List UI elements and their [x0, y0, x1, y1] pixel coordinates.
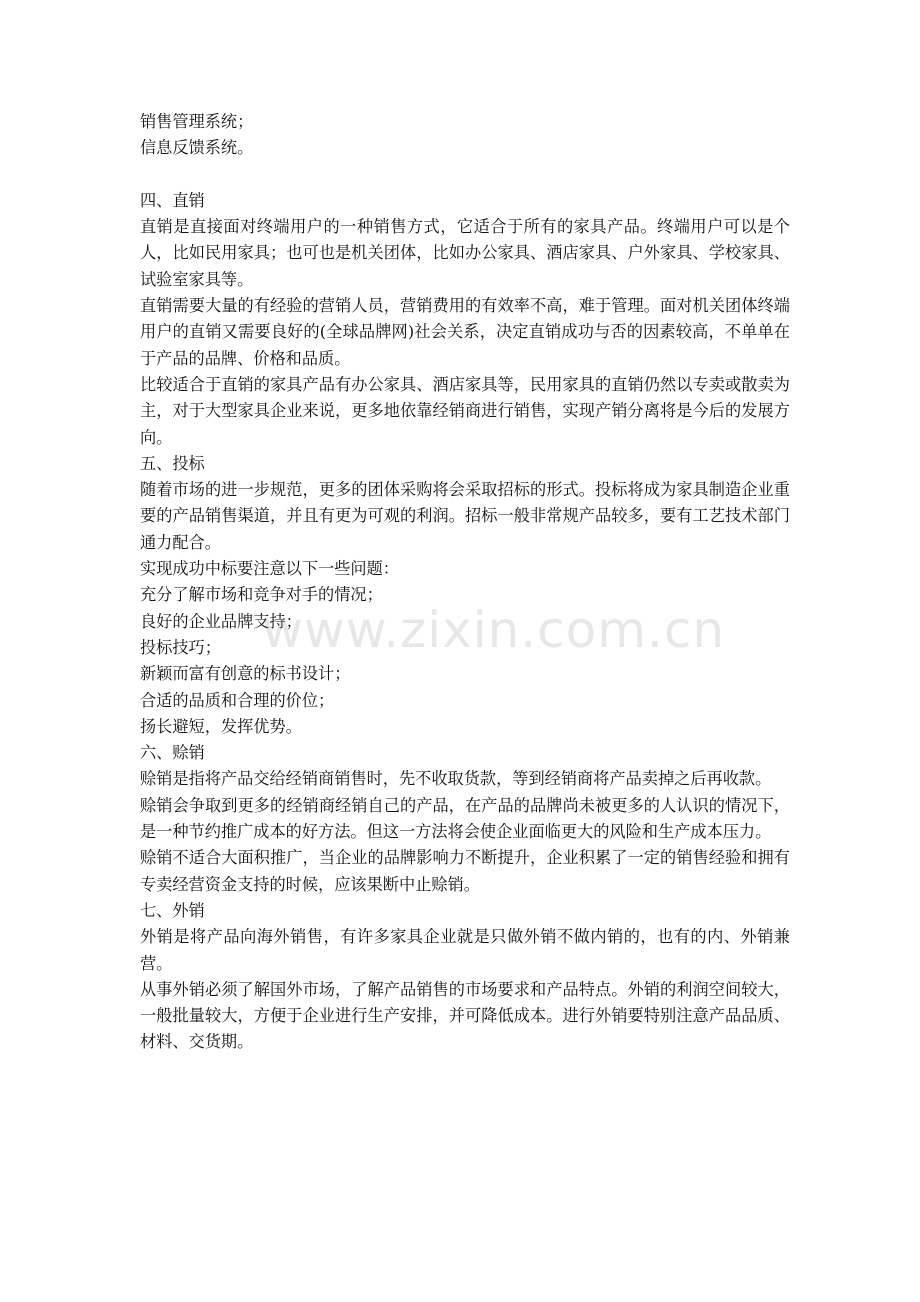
- blank-line: [140, 162, 790, 188]
- paragraph: 外销是将产品向海外销售，有许多家具企业就是只做外销不做内销的，也有的内、外销兼营。: [140, 927, 790, 973]
- paragraph: 赊销是指将产品交给经销商销售时，先不收取货款，等到经销商将产品卖掉之后再收款。: [140, 769, 772, 789]
- document-body: [140, 109, 790, 1056]
- section-heading: 五、投标: [140, 453, 205, 473]
- list-item: 扬长避短，发挥优势。: [140, 716, 302, 736]
- list-item: 销售管理系统；: [140, 112, 254, 131]
- section-heading: 七、外销: [140, 900, 205, 920]
- paragraph: 从事外销必须了解国外市场，了解产品销售的市场要求和产品特点。外销的利润空间较大，一般批量较大，方便于企业进行生产安排，并可降低成本。进行外销要特别注意产品品质、材料、交货期。: [140, 979, 790, 1052]
- paragraph: 随着市场的进一步规范，更多的团体采购将会采取招标的形式。投标将成为家具制造企业重要的产品销售渠道，并且有更为可观的利润。招标一般非常规产品较多，要有工艺技术部门通力配合。: [140, 480, 790, 552]
- section-heading: 六、赊销: [140, 743, 205, 763]
- paragraph: 赊销不适合大面积推广，当企业的品牌影响力不断提升，企业积累了一定的销售经验和拥有专卖经营资金支持的时候，应该果断中止赊销。: [140, 848, 790, 894]
- paragraph: 赊销会争取到更多的经销商经销自己的产品，在产品的品牌尚未被更多的人认识的情况下，是一种节约推广成本的好方法。但这一方法将会使企业面临更大的风险和生产成本压力。: [140, 795, 790, 842]
- list-item: 投标技巧；: [140, 637, 221, 657]
- paragraph: 直销需要大量的有经验的营销人员，营销费用的有效率不高，难于管理。面对机关团体终端用户的直销又需要良好的(全球品牌网)社会关系，决定直销成功与否的因素较高，不单单在于产品的品牌、价格和品质。: [140, 296, 790, 368]
- list-item: 合适的品质和合理的价位；: [140, 690, 335, 710]
- list-item: 良好的企业品牌支持；: [140, 611, 302, 631]
- paragraph: 直销是直接面对终端用户的一种销售方式，它适合于所有的家具产品。终端用户可以是个人，比如民用家具；也可也是机关团体，比如办公家具、酒店家具、户外家具、学校家具、试验室家具等。: [140, 217, 790, 289]
- list-item: 新颖而富有创意的标书设计；: [140, 664, 351, 684]
- list-item: 充分了解市场和竞争对手的情况；: [140, 585, 383, 605]
- paragraph: 实现成功中标要注意以下一些问题：: [140, 559, 399, 579]
- paragraph: 比较适合于直销的家具产品有办公家具、酒店家具等，民用家具的直销仍然以专卖或散卖为主，对于大型家具企业来说，更多地依靠经销商进行销售，实现产销分离将是今后的发展方向。: [140, 374, 790, 447]
- list-item: 信息反馈系统。: [140, 138, 254, 158]
- section-heading: 四、直销: [140, 190, 205, 210]
- watermark: www.zixin.com.cn: [262, 601, 726, 659]
